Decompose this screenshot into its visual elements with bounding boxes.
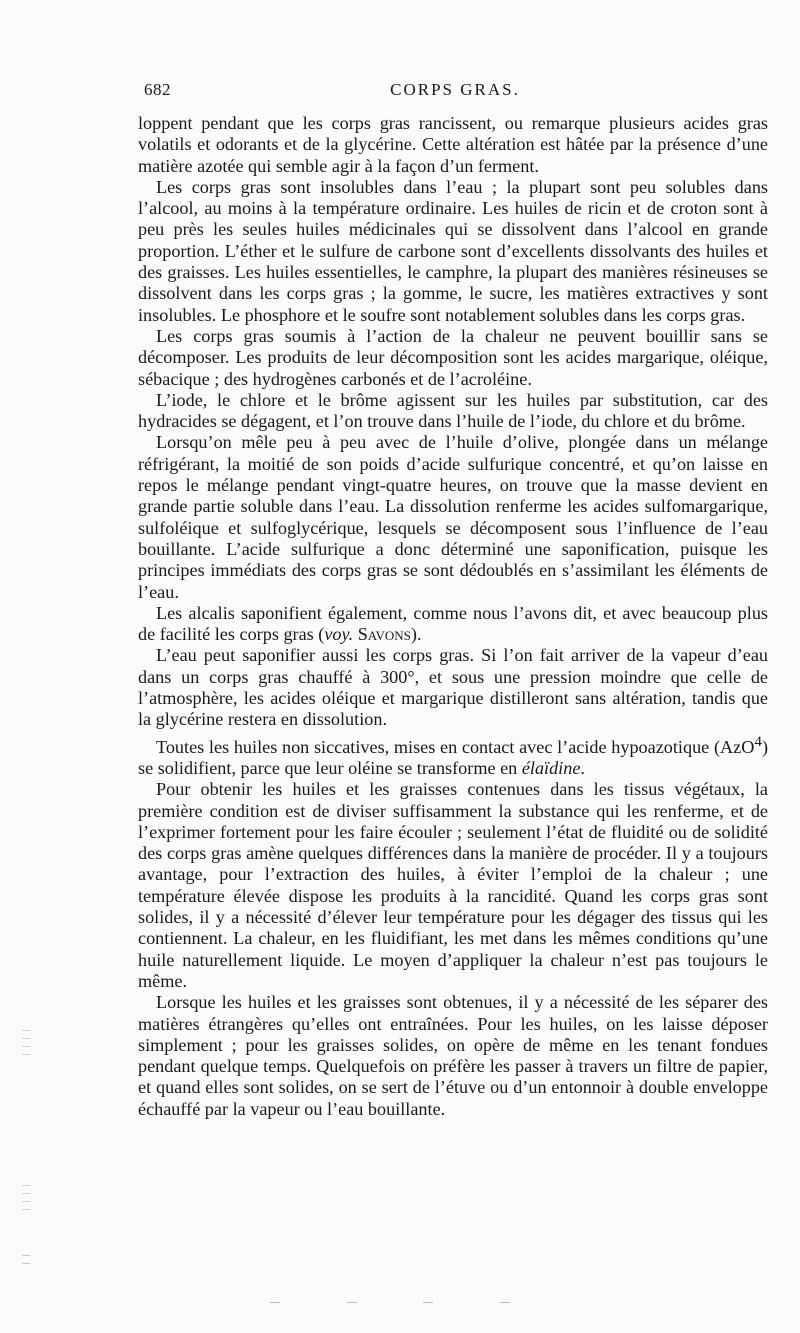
alkalis-text: Les alcalis saponifient également, comme nous l’avons dit, et avec beaucoup plus de facilité les corps gras ( [138,602,768,645]
paragraph-solubility: Les corps gras sont insolubles dans l’eau ; la plupart sont peu solubles dans l’alcool, au moins à la température ordinaire. Les huiles de ricin et de croton sont à peu près les seules huiles médicinales qui se dissolvent dans l’alcool en grande proportion. L’éther et le sulfure de carbone sont d’excellents dissolvants des huiles et des graisses. Les huiles essentielles, le camphre, la plupart des manières résineuses se dissolvent dans les corps gras ; la gomme, le sucre, les matières extractives y sont insolubles. Le phosphore et le soufre sont notablement solubles dans les corps gras. [138,176,768,325]
page-header [140,80,770,106]
hypoazotic-text-end: . [580,757,585,778]
body-text [138,113,768,1120]
paragraph-extraction: Pour obtenir les huiles et les graisses contenues dans les tissus végétaux, la première condition est de diviser suffisamment la substance qui les renferme, et de l’exprimer fortement pour les faire écouler ; seulement l’état de fluidité ou de solidité des corps gras amène quelques différences dans la manière de procéder. Il y a toujours avantage, pour l’extraction des huiles, à éviter l’emploi de la chaleur ; une température élevée dispose les produits à la rancidité. Quand les corps gras sont solides, il y a nécessité d’élever leur température pour les dégager des tissus qui les contiennent. La chaleur, en les fluidifiant, les met dans les mêmes conditions qu’une huile naturellement liquide. Le moyen d’appliquer la chaleur n’est pas toujours le même. [138,779,768,991]
savons-reference: Savons [357,624,411,645]
paragraph-purification: Lorsque les huiles et les graisses sont obtenues, il y a nécessité de les séparer des matières étrangères qu’elles ont entraînées. Pour les huiles, on les laisse déposer simplement ; pour les graisses solides, on opère de même en les tenant fondues pendant quelque temps. Quelquefois on préfère les passer à travers un filtre de papier, et quand elles sont solides, on se sert de l’étuve ou d’un entonnoir à double enveloppe échauffé par la vapeur ou l’eau bouillante. [138,992,768,1119]
hypoazotic-text-middle: ) se solidifient, parce que leur oléine se transforme en [138,736,768,778]
formula-subscript: 4 [754,732,762,750]
margin-scan-marks [22,1255,36,1271]
paragraph-heat-decomposition: Les corps gras soumis à l’action de la chaleur ne peuvent bouillir sans se décomposer. Les produits de leur décomposition sont les acides margarique, oléique, sébacique ; des hydrogènes carbonés et de l’acroléine. [138,325,768,389]
hypoazotic-text: Toutes les huiles non siccatives, mises en contact avec l’acide hypoazotique (AzO [156,736,755,757]
elaidine-term: élaïdine [521,757,581,778]
alkalis-text-end: ). [410,624,422,645]
margin-scan-marks [22,1030,36,1062]
paragraph-water-saponification: L’eau peut saponifier aussi les corps gras. Si l’on fait arriver de la vapeur d’eau dans un corps gras chauffé à 300°, et sous une pression moindre que celle de l’atmosphère, les acides oléique et margarique distilleront sans altération, tandis que la glycérine restera en dissolution. [138,645,768,730]
page-number: 682 [144,80,171,99]
paragraph-sulfuric-acid: Lorsqu’on mêle peu à peu avec de l’huile d’olive, plongée dans un mélange réfrigérant, la moitié de son poids d’acide sulfurique concentré, et qu’on laisse en repos le mélange pendant vingt-quatre heures, on trouve que la masse devient en grande partie soluble dans l’eau. La dissolution renferme les acides sulfomargarique, sulfoléique et sulfoglycérique, lesquels se décomposent sous l’influence de l’eau bouillante. L’acide sulfurique a donc déterminé une saponification, puisque les principes immédiats des corps gras se sont dédoublés en s’assimilant les éléments de l’eau. [138,432,768,602]
paragraph-hypoazotic-acid [138,731,768,780]
paragraph-continuation: loppent pendant que les corps gras rancissent, ou remarque plusieurs acides gras volatils et odorants et de la glycérine. Cette altération est hâtée par la présence d’une matière azotée qui semble agir à la façon d’un ferment. [138,113,768,176]
footer-scan-marks [270,1302,510,1306]
voy-reference: voy. [324,624,354,645]
running-title: CORPS GRAS. [390,80,520,99]
paragraph-halogens: L’iode, le chlore et le brôme agissent sur les huiles par substitution, car des hydracides se dégagent, et l’on trouve dans l’huile de l’iode, du chlore et du brôme. [138,389,768,432]
margin-scan-marks [22,1185,36,1217]
paragraph-alkalis [138,603,768,646]
